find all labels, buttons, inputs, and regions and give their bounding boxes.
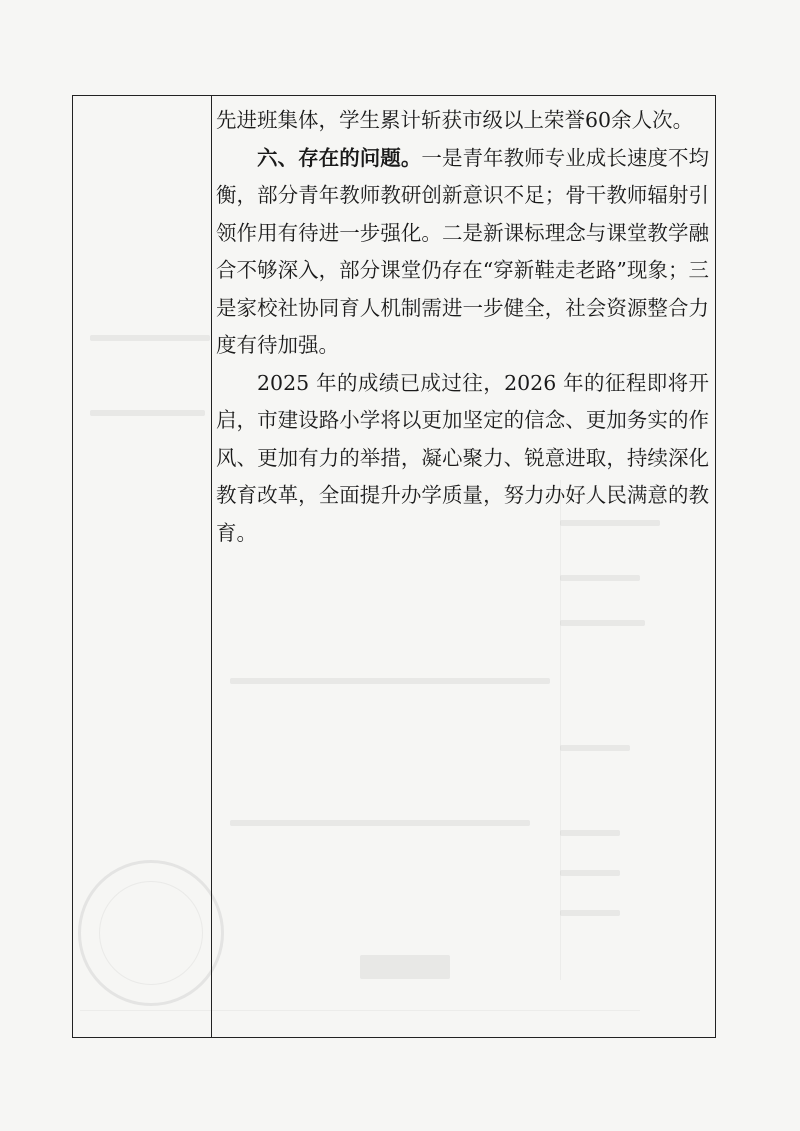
paragraph-2 <box>216 140 709 365</box>
section-heading: 六、存在的问题。 <box>257 145 422 170</box>
table-left-column <box>73 96 212 1037</box>
paragraph-2-text: 一是青年教师专业成长速度不均衡，部分青年教师教研创新意识不足；骨干教师辐射引领作用有待进一步强化。二是新课标理念与课堂教学融合不够深入，部分课堂仍存在“穿新鞋走老路”现象；三是家校社协同育人机制需进一步健全，社会资源整合力度有待加强。 <box>216 145 710 357</box>
table-content-cell <box>216 102 709 552</box>
paragraph-3-text: 2025 年的成绩已成过往，2026 年的征程即将开启，市建设路小学将以更加坚定的信念、更加务实的作风、更加有力的举措，凝心聚力、锐意进取，持续深化教育改革，全面提升办学质量，努力办好人民满意的教育。 <box>216 370 709 545</box>
paragraph-1-text: 先进班集体，学生累计斩获市级以上荣誉60余人次。 <box>216 108 694 132</box>
paragraph-3 <box>216 365 709 553</box>
document-table <box>72 95 716 1038</box>
paragraph-1 <box>216 102 709 140</box>
